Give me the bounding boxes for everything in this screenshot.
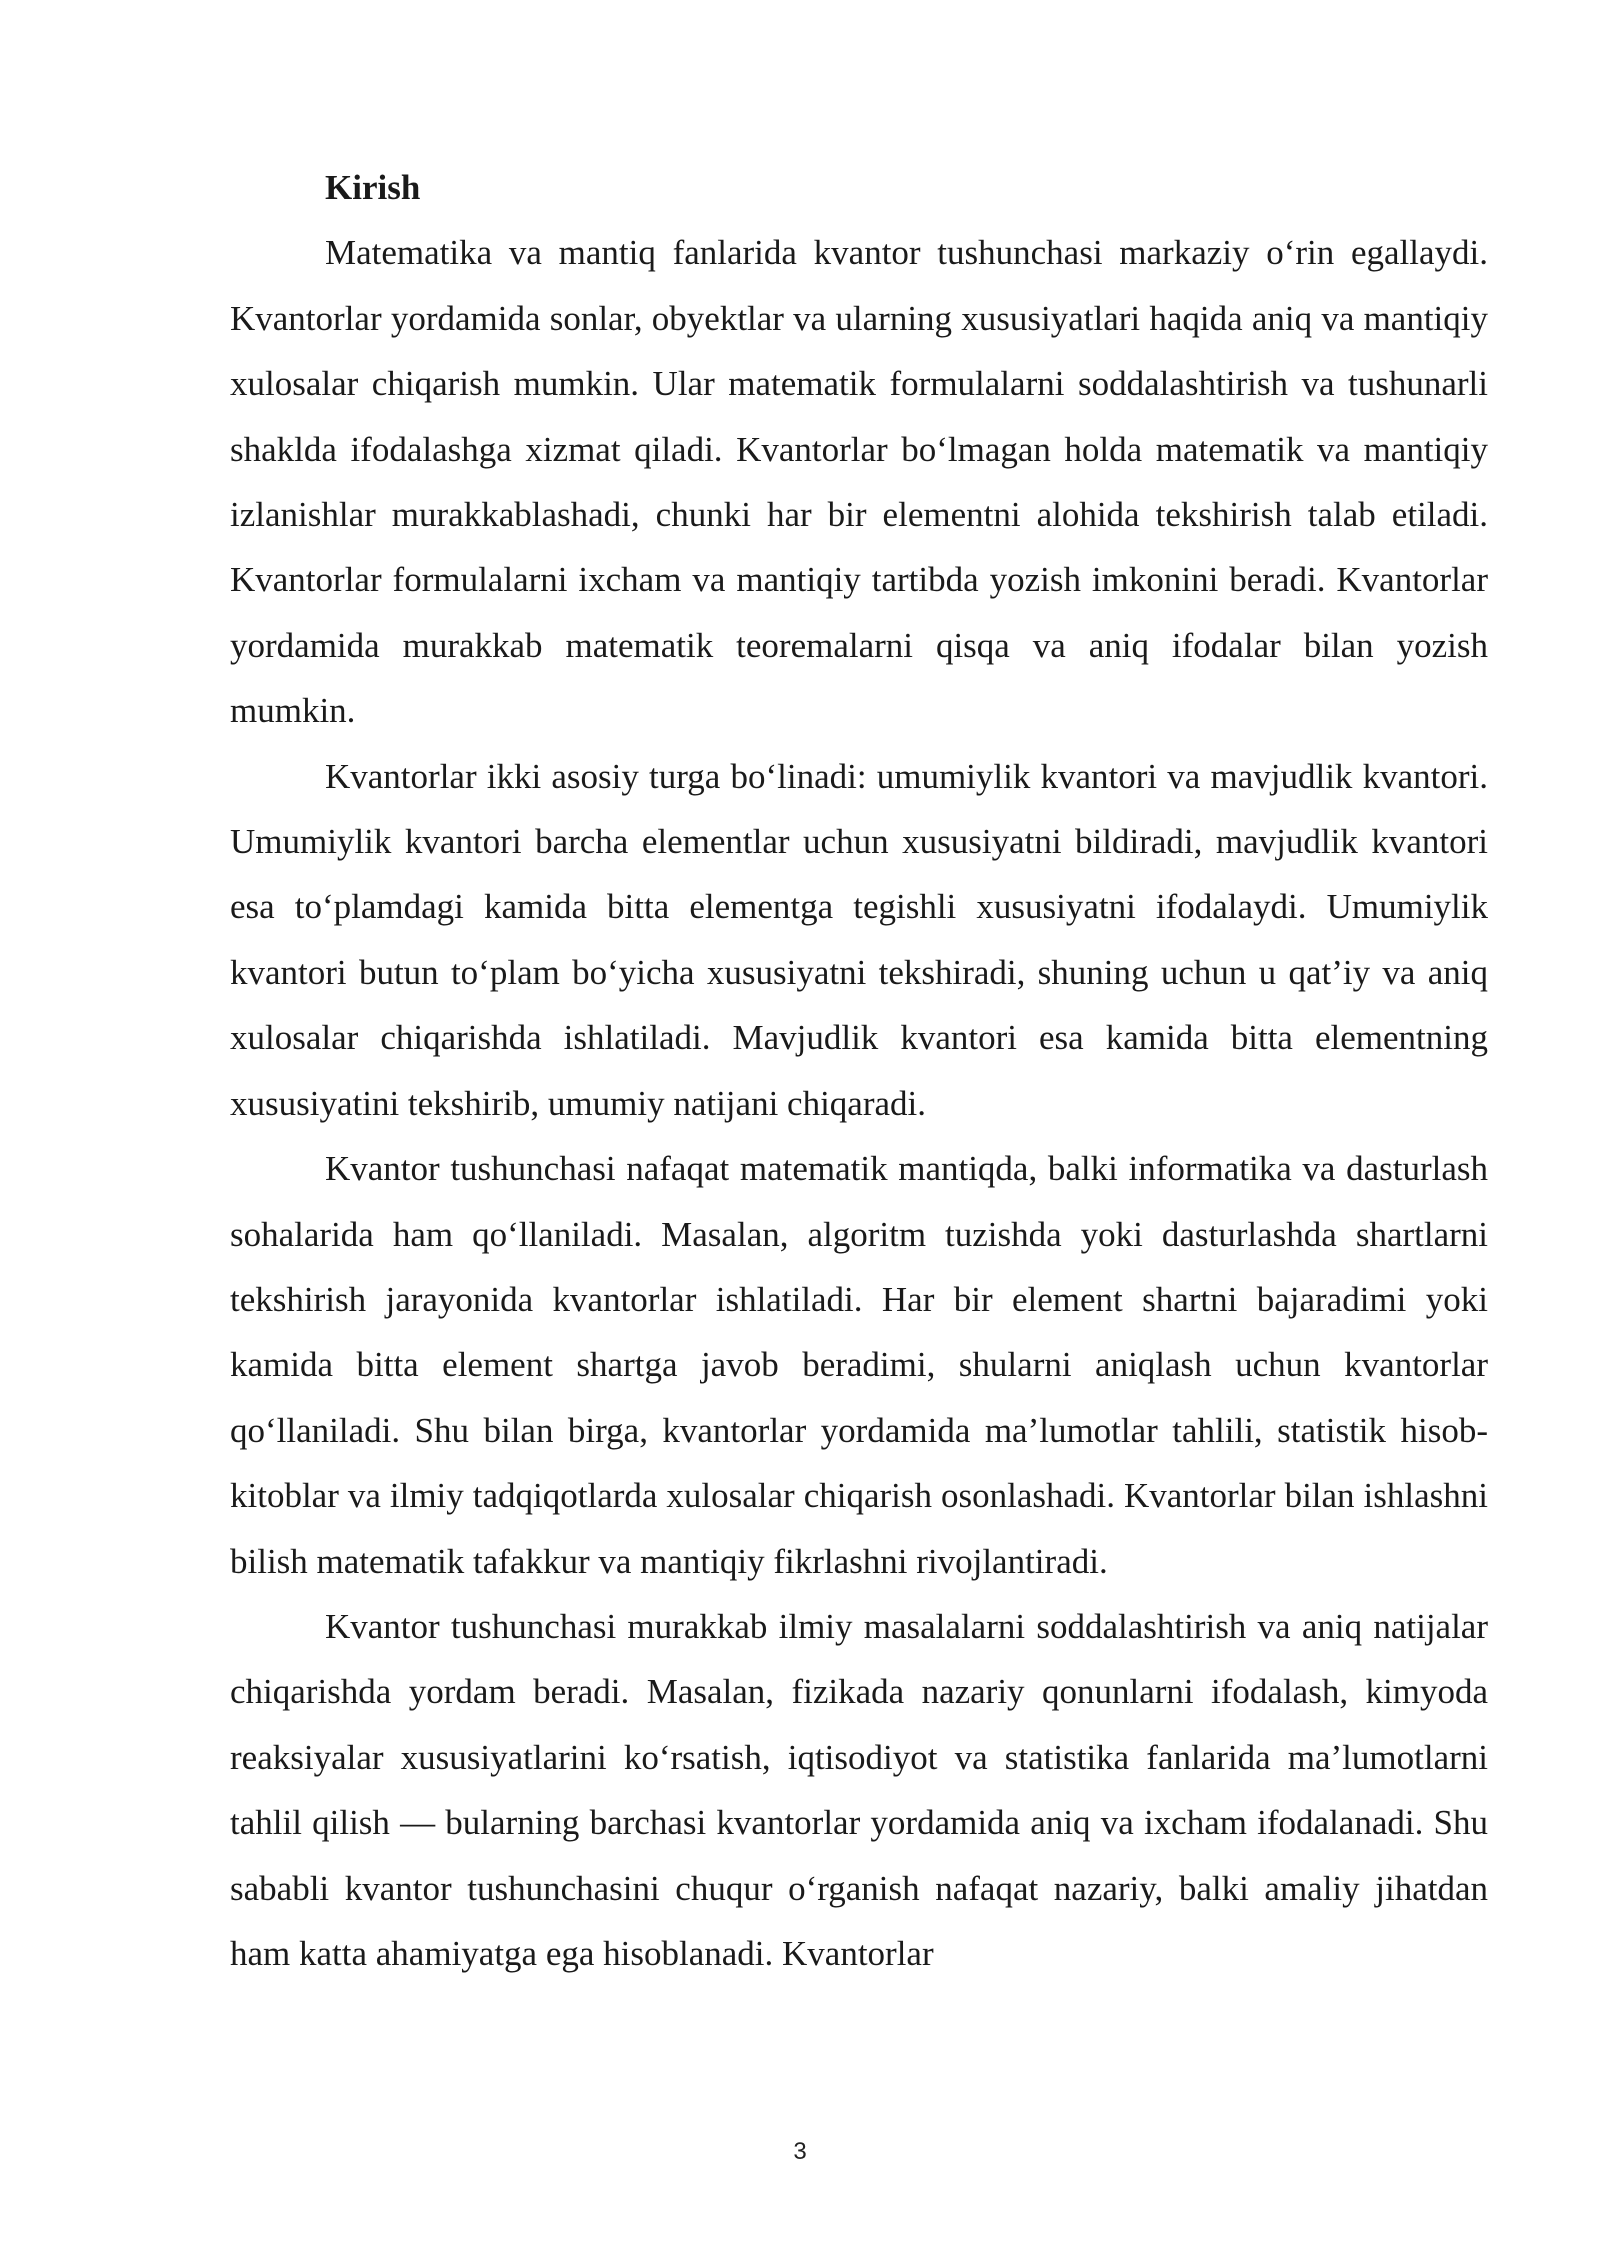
paragraph-2: Kvantorlar ikki asosiy turga bo‘linadi: umumiylik kvantori va mavjudlik kvantori. Umumiylik kvantori barcha elementlar uchun xususiyatni bildiradi, mavjudlik kvantori esa to‘plamdagi kamida bitta elementga tegishli xususiyatni ifodalaydi. Umumiylik kvantori butun to‘plam bo‘yicha xususiyatni tekshiradi, shuning uchun u qat’iy va aniq xulosalar chiqarishda ishlatiladi. Mavjudlik kvantori esa kamida bitta elementning xususiyatini tekshirib, umumiy natijani chiqaradi. [230, 756, 1488, 1123]
section-heading: Kirish [325, 168, 421, 207]
paragraph-1: Matematika va mantiq fanlarida kvantor tushunchasi markaziy o‘rin egallaydi. Kvantorlar yordamida sonlar, obyektlar va ularning xususiyatlari haqida aniq va mantiqiy xulosalar chiqarish mumkin. Ular matematik formulalarni soddalashtirish va tushunarli shaklda ifodalashga xizmat qiladi. Kvantorlar bo‘lmagan holda matematik va mantiqiy izlanishlar murakkablashadi, chunki har bir elementni alohida tekshirish talab etiladi. Kvantorlar formulalarni ixcham va mantiqiy tartibda yozish imkonini beradi. Kvantorlar yordamida murakkab matematik teoremalarni qisqa va aniq ifodalar bilan yozish mumkin. [230, 233, 1488, 731]
page-content [230, 155, 1488, 1986]
paragraph-4: Kvantor tushunchasi murakkab ilmiy masalalarni soddalashtirish va aniq natijalar chiqarishda yordam beradi. Masalan, fizikada nazariy qonunlarni ifodalash, kimyoda reaksiyalar xususiyatlarini ko‘rsatish, iqtisodiyot va statistika fanlarida ma’lumotlarni tahlil qilish — bularning barchasi kvantorlar yordamida aniq va ixcham ifodalanadi. Shu sababli kvantor tushunchasini chuqur o‘rganish nafaqat nazariy, balki amaliy jihatdan ham katta ahamiyatga ega hisoblanadi. Kvantorlar [230, 1606, 1488, 1973]
paragraph-3: Kvantor tushunchasi nafaqat matematik mantiqda, balki informatika va dasturlash sohalarida ham qo‘llaniladi. Masalan, algoritm tuzishda yoki dasturlashda shartlarni tekshirish jarayonida kvantorlar ishlatiladi. Har bir element shartni bajaradimi yoki kamida bitta element shartga javob beradimi, shularni aniqlash uchun kvantorlar qo‘llaniladi. Shu bilan birga, kvantorlar yordamida ma’lumotlar tahlili, statistik hisob-kitoblar va ilmiy tadqiqotlarda xulosalar chiqarish osonlashadi. Kvantorlar bilan ishlashni bilish matematik tafakkur va mantiqiy fikrlashni rivojlantiradi. [230, 1149, 1488, 1581]
page-number: 3 [793, 2138, 807, 2165]
